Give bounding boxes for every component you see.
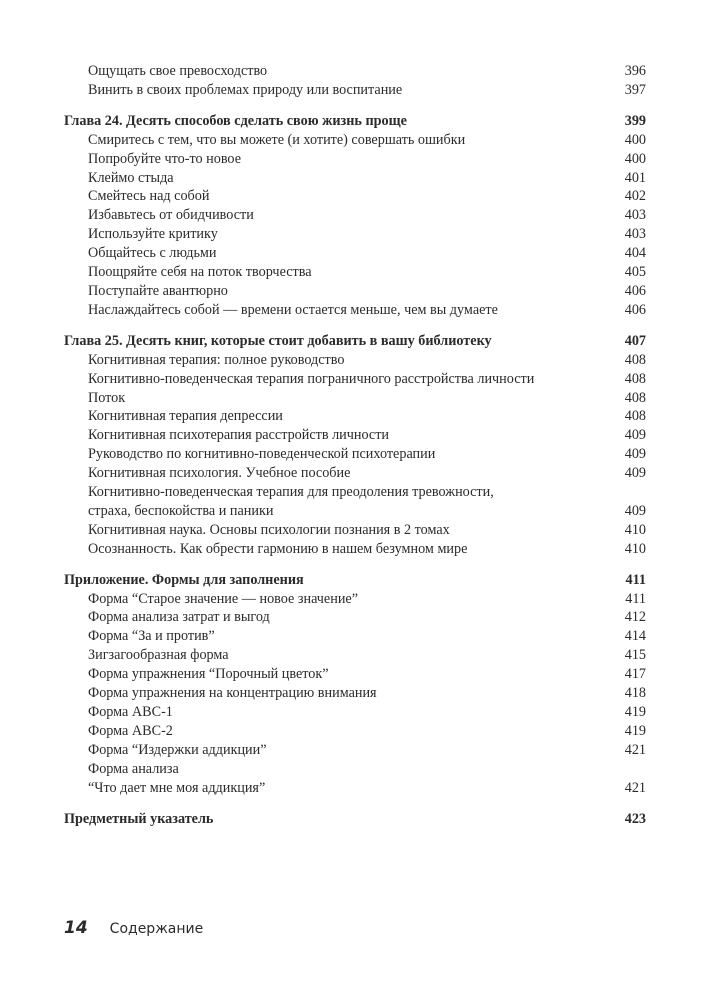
toc-entry-title: Форма АВС-1 <box>88 704 173 720</box>
toc-entry-title: Поощряйте себя на поток творчества <box>88 264 312 281</box>
toc-entry-title: Приложение. Формы для заполнения <box>64 571 304 588</box>
toc-page-number: 414 <box>624 628 646 645</box>
toc-page-number: 406 <box>624 301 646 318</box>
toc-section <box>64 571 646 798</box>
toc-entry <box>64 684 646 703</box>
toc-entry <box>64 81 646 100</box>
toc-entry <box>64 665 646 684</box>
toc-heading <box>64 112 646 131</box>
toc-entry <box>64 351 646 370</box>
toc-entry <box>64 426 646 445</box>
toc-entry-title: Форма упражнения “Порочный цветок” <box>88 666 329 683</box>
toc-entry <box>64 301 646 320</box>
toc-entry <box>64 206 646 225</box>
toc-entry <box>64 464 646 483</box>
toc-entry-title: страха, беспокойства и паники <box>88 502 274 519</box>
toc-entry-title: Винить в своих проблемах природу или воспитание <box>88 81 403 98</box>
toc-page-number: 418 <box>624 685 646 702</box>
toc-page-number: 409 <box>624 446 646 463</box>
toc-entry-title: Смейтесь над собой <box>88 188 210 205</box>
toc-entry <box>64 445 646 464</box>
page-number: 14 <box>64 918 88 938</box>
toc-page-number: 408 <box>624 351 646 368</box>
toc-entry <box>64 150 646 169</box>
toc-entry-title: Когнитивно-поведенческая терапия пограничного расстройства личности <box>88 370 535 387</box>
toc-entry-title: Когнитивная терапия: полное руководство <box>88 351 345 368</box>
toc-page-number: 415 <box>624 647 646 664</box>
toc-page-number: 402 <box>624 188 646 205</box>
toc-entry-title: Клеймо стыда <box>88 169 174 186</box>
toc-page-number: 408 <box>624 389 646 406</box>
toc-page-number: 408 <box>624 370 646 387</box>
toc-page-number: 419 <box>624 722 646 739</box>
page-footer <box>64 918 203 938</box>
toc-entry <box>64 389 646 408</box>
toc-entry <box>64 187 646 206</box>
toc-page-number: 411 <box>625 571 646 588</box>
toc-entry <box>64 62 646 81</box>
toc-page-number: 399 <box>624 112 646 129</box>
toc-page-number: 400 <box>624 131 646 148</box>
toc-section <box>64 112 646 320</box>
toc-page-number: 406 <box>624 282 646 299</box>
toc-entry-title: Руководство по когнитивно-поведенческой психотерапии <box>88 446 436 463</box>
toc-page-number: 411 <box>625 590 646 607</box>
toc-entry-title: Предметный указатель <box>64 810 214 827</box>
toc-page-number: 410 <box>624 521 646 538</box>
toc-heading <box>64 571 646 590</box>
toc-entry-title: Ощущать свое превосходство <box>88 63 268 79</box>
toc-entry-title: Когнитивная наука. Основы психологии познания в 2 томах <box>88 521 450 538</box>
toc-entry-title: Форма “Издержки аддикции” <box>88 741 267 758</box>
toc-entry-title: Зигзагообразная форма <box>88 647 229 664</box>
toc-page-number: 419 <box>624 704 646 720</box>
toc-entry <box>64 703 646 722</box>
toc-page-number: 423 <box>624 810 646 827</box>
toc-entry <box>64 370 646 389</box>
toc-page-number: 403 <box>624 207 646 224</box>
toc-section <box>64 810 646 829</box>
toc-entry <box>64 407 646 426</box>
toc-entry <box>64 741 646 760</box>
toc-entry <box>64 225 646 244</box>
toc-page-number: 409 <box>624 427 646 444</box>
toc-page-number: 417 <box>624 666 646 683</box>
toc-entry-title: Поток <box>88 389 126 406</box>
toc-entry <box>64 590 646 609</box>
toc-page-number: 403 <box>624 226 646 243</box>
toc-entry-title: Форма анализа затрат и выгод <box>88 609 270 626</box>
toc-entry-title: Осознанность. Как обрести гармонию в нашем безумном мире <box>88 540 468 557</box>
toc-entry-title: Используйте критику <box>88 226 218 243</box>
toc-page-number: 409 <box>624 502 646 519</box>
toc-entry <box>64 722 646 741</box>
toc-page-number: 408 <box>624 408 646 425</box>
toc-entry <box>64 521 646 540</box>
toc-entry-title: Форма АВС-2 <box>88 722 173 739</box>
toc-page-number: 421 <box>624 741 646 758</box>
toc-page-number: 404 <box>624 245 646 262</box>
toc-entry-title: Избавьтесь от обидчивости <box>88 207 254 224</box>
toc-entry <box>64 282 646 301</box>
toc-page-number: 412 <box>624 609 646 626</box>
toc-page-number: 407 <box>624 332 646 349</box>
toc-entry-title: “Что дает мне моя аддикция” <box>88 779 266 796</box>
toc-entry-title: Форма “За и против” <box>88 628 215 645</box>
toc-page-number: 410 <box>624 540 646 557</box>
toc-entry-title: Смиритесь с тем, что вы можете (и хотите) совершать ошибки <box>88 131 466 148</box>
toc-entry-title: Когнитивная терапия депрессии <box>88 408 283 425</box>
toc-entry-title: Наслаждайтесь собой — времени остается меньше, чем вы думаете <box>88 301 498 318</box>
toc-entry <box>64 779 646 798</box>
toc-page-number: 421 <box>624 779 646 796</box>
toc-section <box>64 332 646 559</box>
toc-heading <box>64 332 646 351</box>
toc-page-number: 396 <box>624 63 646 79</box>
toc-entry <box>64 646 646 665</box>
toc-entry-title: Глава 25. Десять книг, которые стоит добавить в вашу библиотеку <box>64 332 492 349</box>
toc-page-number: 401 <box>624 169 646 186</box>
toc-entry-title: Когнитивная психология. Учебное пособие <box>88 465 351 482</box>
toc-entry <box>64 608 646 627</box>
toc-entry-title: Когнитивно-поведенческая терапия для преодоления тревожности, <box>88 484 494 501</box>
toc-entry-title: Форма “Старое значение — новое значение” <box>88 590 359 607</box>
toc-entry <box>64 540 646 559</box>
toc-entry <box>64 244 646 263</box>
toc-entry-title: Поступайте авантюрно <box>88 282 228 299</box>
toc-entry-title: Глава 24. Десять способов сделать свою жизнь проще <box>64 112 407 129</box>
toc-section <box>64 62 646 100</box>
toc-entry-title: Форма анализа <box>88 760 179 777</box>
running-title: Содержание <box>109 921 204 937</box>
toc-entry-title: Когнитивная психотерапия расстройств личности <box>88 427 390 444</box>
table-of-contents <box>64 62 646 840</box>
toc-entry <box>64 169 646 188</box>
toc-entry <box>64 502 646 521</box>
toc-entry-title: Попробуйте что-то новое <box>88 150 241 167</box>
toc-entry <box>64 627 646 646</box>
toc-entry <box>64 760 646 779</box>
toc-entry-title: Общайтесь с людьми <box>88 245 217 262</box>
toc-entry-title: Форма упражнения на концентрацию внимания <box>88 685 377 702</box>
toc-heading <box>64 810 646 829</box>
toc-entry <box>64 263 646 282</box>
toc-page-number: 405 <box>624 264 646 281</box>
toc-entry <box>64 131 646 150</box>
toc-page-number: 400 <box>624 150 646 167</box>
toc-entry <box>64 483 646 502</box>
toc-page-number: 409 <box>624 465 646 482</box>
toc-page-number: 397 <box>624 81 646 98</box>
